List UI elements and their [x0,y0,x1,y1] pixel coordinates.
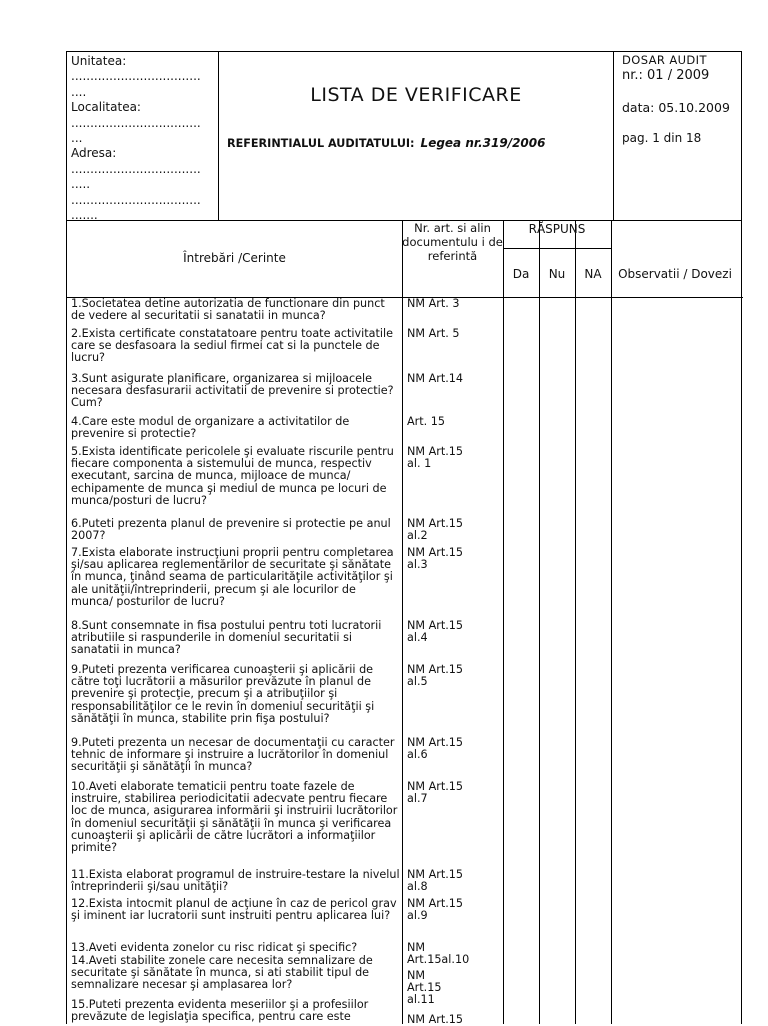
col-divider [503,221,504,1024]
question-text: 1.Societatea detine autorizatia de functionare din punct de vedere al securitatii si sanatatii in munca? [71,297,385,323]
unitatea-label: Unitatea: [71,54,127,68]
reference-cell: NM Art.15 al.11 [407,969,442,1007]
question-text: 4.Care este modul de organizare a activitatilor de prevenire si protectie? [71,415,350,441]
na-header: NA [584,267,602,281]
adresa-blank-4: ....... [71,208,98,223]
question-text: 14.Aveti stabilite zonele care necesita semnalizare de securitate şi sănătate în munca, si ati stabilit tipul de semnalizare necesar şi amplasarea lor? [71,954,373,992]
localitatea-blank: .................................. [71,115,201,130]
question-text: 8.Sunt consemnate in fisa postului pentru toti lucratorii atributiile si raspunderile in domeniul securitatii si sanatatii in munca? [71,619,382,657]
reference-cell: NM Art.15 al.2 [407,517,464,543]
title-block [219,52,613,220]
unitatea-blank: .................................. [71,69,201,84]
reference-cell: Art. 15 [407,415,445,428]
reference-cell: NM Art.15 al.5 [407,663,464,689]
reference-cell: NM Art. 5 [407,327,460,340]
reference-cell: NM Art.15 al. 1 [407,445,464,471]
question-text: 6.Puteti prezenta planul de prevenire si protectie pe anul 2007? [71,517,391,543]
intrebari-header: Întrebări /Cerinte [183,251,286,265]
reference-cell: NM Art.15 al.7 [407,780,464,806]
question-text: 2.Exista certificate constatatoare pentru toate activitatile care se desfasoara la sediul firmei cat si la punctele de lucru? [71,327,393,365]
reference-cell: NM Art.15 al.4 [407,619,464,645]
col-divider [575,221,576,1024]
col-divider [611,221,612,1024]
col-divider [539,221,540,1024]
reference-cell: NM Art.15 al.9 [407,897,464,923]
adresa-label: Adresa: [71,146,117,161]
reference-value: Legea nr.319/2006 [420,136,546,150]
question-text: 15.Puteti prezenta evidenta meseriilor şi a profesiilor prevăzute de legislaţia specifica, pentru care este [71,998,369,1024]
reference-label: REFERINTIALUL AUDITATULUI: [227,137,415,150]
localitatea-blank-cont: ... [71,131,83,146]
nu-header: Nu [548,267,566,281]
observatii-header: Observatii / Dovezi [618,267,732,281]
reference-cell: NM Art.14 [407,372,464,385]
question-text: 9.Puteti prezenta un necesar de documentaţii cu caracter tehnic de informare şi instruire a lucrătorilor în domeniul securităţii şi sănătăţii în munca? [71,736,395,774]
reference-cell: NM Art.15al.10 [407,941,470,967]
company-info [67,52,219,223]
question-text: 10.Aveti elaborate tematicii pentru toate fazele de instruire, stabilirea periodicitatii adecvate pentru fiecare loc de munca, asigurarea informării şi instruirii lucrătorilor în domeniul securităţii şi sănătăţii în munca şi verificarea cunoaşterii şi aplicării de către lucrători a informaţiilor primite? [71,780,398,855]
audit-info [613,52,741,220]
nr-art-header: Nr. art. si alin documentulu i de referintă [402,221,503,263]
adresa-blank-3: .................................. [71,192,201,207]
document-header [66,51,742,221]
question-text: 13.Aveti evidenta zonelor cu risc ridicat şi specific? [71,941,358,954]
col-divider [402,221,403,1024]
raspuns-divider [503,248,611,249]
adresa-blank-2: ..... [71,177,91,192]
dosar-label: DOSAR AUDIT [622,53,707,67]
reference-line [227,136,545,150]
raspuns-header: RĂSPUNS [528,222,586,236]
page-title: LISTA DE VERIFICARE [310,84,522,106]
reference-cell: NM Art.15 al.3 [407,546,464,572]
question-text: 12.Exista intocmit planul de acţiune în caz de pericol grav şi iminent iar lucratorii sunt instruiti pentru aplicarea lui? [71,897,397,923]
audit-date: data: 05.10.2009 [622,100,730,115]
reference-cell: NM Art.15 al.8 [407,868,464,894]
dosar-number: nr.: 01 / 2009 [622,68,710,83]
question-text: 11.Exista elaborat programul de instruire-testare la nivelul întreprinderii şi/sau unităţii? [71,868,400,894]
question-text: 3.Sunt asigurate planificare, organizarea si mijloacele necesara desfasurarii activitatii de prevenire si protectie?Cum? [71,372,394,410]
page-number: pag. 1 din 18 [622,131,702,145]
adresa-blank-1: .................................. [71,161,201,176]
reference-cell: NM Art.15 al.6 [407,736,464,762]
reference-cell: NM Art. 3 [407,297,460,310]
da-header: Da [512,267,530,281]
reference-cell: NM Art.15 [407,1013,464,1026]
question-text: 7.Exista elaborate instrucţiuni proprii pentru completarea şi/sau aplicarea reglementărilor de securitate şi sănătate în munca, ţinând seama de particularităţile activităţilor şi ale unităţii/întreprinderii, precum şi ale locurilor de munca/ posturilor de lucru? [71,546,394,608]
localitatea-label: Localitatea: [71,100,141,115]
question-text: 5.Exista identificate pericolele şi evaluate riscurile pentru fiecare componenta a sistemului de munca, respectiv executant, sarcina de munca, mijloace de munca/ echipamente de munca şi mediul de munca pe locuri de munca/posturi de lucru? [71,445,394,507]
question-text: 9.Puteti prezenta verificarea cunoaşterii şi aplicării de către toţi lucrătorii a măsurilor prevăzute în planul de prevenire şi protecţie, precum şi a atribuţiilor şi responsabilităţilor ce le revin în domeniul securităţii şi sănătăţii în munca, stabilite prin fişa postului? [71,663,375,725]
checklist-table [66,221,742,1024]
unitatea-blank-cont: .... [71,84,87,99]
